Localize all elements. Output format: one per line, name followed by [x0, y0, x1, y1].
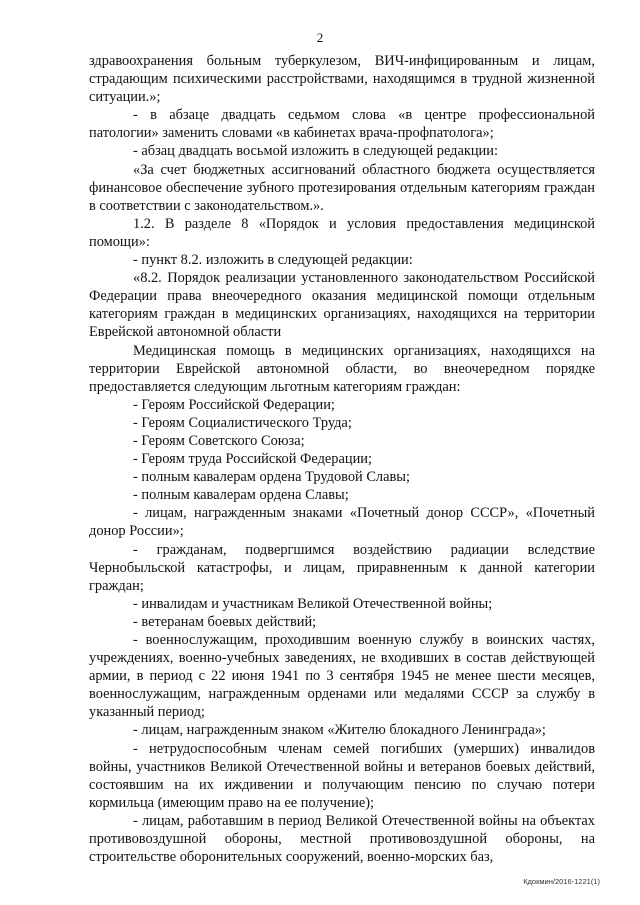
list-item: - лицам, награжденным знаками «Почетный донор СССР», «Почетный донор России»;	[89, 505, 595, 540]
list-item: - нетрудоспособным членам семей погибших (умерших) инвалидов войны, участников Великой Отечественной войны и ветеранов боевых действий, состоявшим на их иждивении и получающим пенсию по случаю потери кормильца (имеющим право на ее получение);	[89, 740, 595, 811]
paragraph: «За счет бюджетных ассигнований областного бюджета осуществляется финансовое обеспечение зубного протезирования отдельным категориям граждан в соответствии с законодательством.».	[89, 161, 595, 214]
paragraph: Медицинская помощь в медицинских организациях, находящихся на территории Еврейской автономной области, во внеочередном порядке предоставляется следующим льготным категориям граждан:	[89, 342, 595, 395]
list-item: - ветеранам боевых действий;	[133, 613, 317, 630]
list-item: - полным кавалерам ордена Славы;	[133, 487, 349, 504]
page-number: 2	[316, 30, 324, 45]
list-item: - Героям Социалистического Труда;	[133, 414, 352, 431]
list-item: - Героям Российской Федерации;	[133, 396, 335, 413]
paragraph: 1.2. В разделе 8 «Порядок и условия предоставления медицинской помощи»:	[89, 215, 595, 250]
list-item: - полным кавалерам ордена Трудовой Славы;	[133, 469, 410, 486]
footer-document-code: Кдокмин/2016-1221(1)	[523, 877, 600, 886]
list-item: - инвалидам и участникам Великой Отечественной войны;	[133, 595, 493, 612]
paragraph: - абзац двадцать восьмой изложить в следующей редакции:	[133, 143, 498, 160]
paragraph: - в абзаце двадцать седьмом слова «в центре профессиональной патологии» заменить словами «в кабинетах врача-профпатолога»;	[89, 107, 595, 142]
paragraph: здравоохранения больным туберкулезом, ВИЧ-инфицированным и лицам, страдающим психическими расстройствами, находящимся в трудной жизненной ситуации.»;	[89, 53, 595, 106]
document-body	[89, 52, 595, 866]
list-item: - гражданам, подвергшимся воздействию радиации вследствие Чернобыльской катастрофы, и лицам, приравненным к данной категории граждан;	[89, 541, 595, 594]
list-item: - Героям труда Российской Федерации;	[133, 451, 372, 468]
list-item: - Героям Советского Союза;	[133, 432, 305, 449]
list-item: - военнослужащим, проходившим военную службу в воинских частях, учреждениях, военно-учебных заведениях, не входивших в состав действующей армии, в период с 22 июня 1941 по 3 сентября 1945 не менее шести месяцев, военнослужащим, награжденным орденами или медалями СССР за службу в указанный период;	[89, 632, 595, 721]
list-item: - лицам, работавшим в период Великой Отечественной войны на объектах противовоздушной обороны, местной противовоздушной обороны, на строительстве оборонительных сооружений, военно-морских баз,	[89, 812, 595, 866]
paragraph: «8.2. Порядок реализации установленного законодательством Российской Федерации права внеочередного оказания медицинской помощи отдельным категориям граждан в медицинских организациях, находящихся на территории Еврейской автономной области	[89, 270, 595, 341]
paragraph: - пункт 8.2. изложить в следующей редакции:	[133, 252, 413, 269]
list-item: - лицам, награжденным знаком «Жителю блокадного Ленинграда»;	[133, 722, 546, 739]
